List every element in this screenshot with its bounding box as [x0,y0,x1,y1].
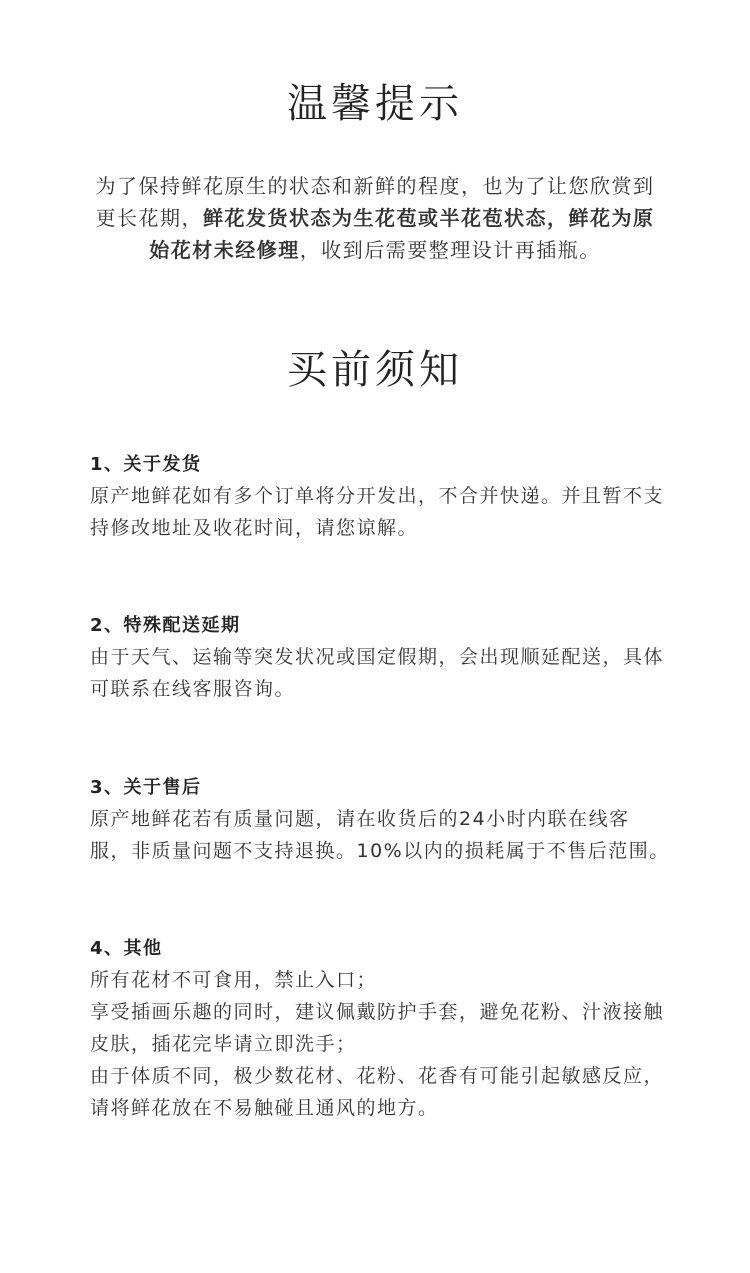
tip-text-end: ，收到后需要整理设计再插瓶。 [299,238,601,262]
section-paragraph: 享受插画乐趣的同时，建议佩戴防护手套，避免花粉、汁液接触皮肤，插花完毕请立即洗手； [90,1001,665,1055]
section-after-sales [90,773,670,867]
section-heading: 1、关于发货 [90,454,202,475]
notice-title: 买前须知 [287,347,463,393]
section-paragraph: 原产地鲜花如有多个订单将分开发出，不合并快递。并且暂不支持修改地址及收花时间，请您谅解。 [90,485,665,539]
tip-text-start: 为了保持鲜花原生的状态和新鲜的程度，也为了让您欣赏到更长花期， [95,174,655,230]
tip-title: 温馨提示 [287,81,463,127]
section-paragraph: 原产地鲜花若有质量问题，请在收货后的24小时内联在线客服，非质量问题不支持退换。10%以内的损耗属于不售后范围。 [90,808,670,862]
section-other [90,934,670,1124]
section-delivery-delay [90,611,670,705]
tip-text-bold: 鲜花发货状态为生花苞或半花苞状态，鲜花为原始花材未经修理 [149,206,655,262]
section-heading: 4、其他 [90,938,163,959]
section-paragraph: 由于体质不同，极少数花材、花粉、花香有可能引起敏感反应，请将鲜花放在不易触碰且通风的地方。 [90,1065,665,1119]
section-heading: 2、特殊配送延期 [90,615,241,636]
section-shipping [90,450,670,544]
section-heading: 3、关于售后 [90,777,202,798]
tip-text [85,170,665,266]
section-paragraph: 由于天气、运输等突发状况或国定假期，会出现顺延配送，具体可联系在线客服咨询。 [90,646,665,700]
section-paragraph: 所有花材不可食用，禁止入口； [90,969,378,991]
